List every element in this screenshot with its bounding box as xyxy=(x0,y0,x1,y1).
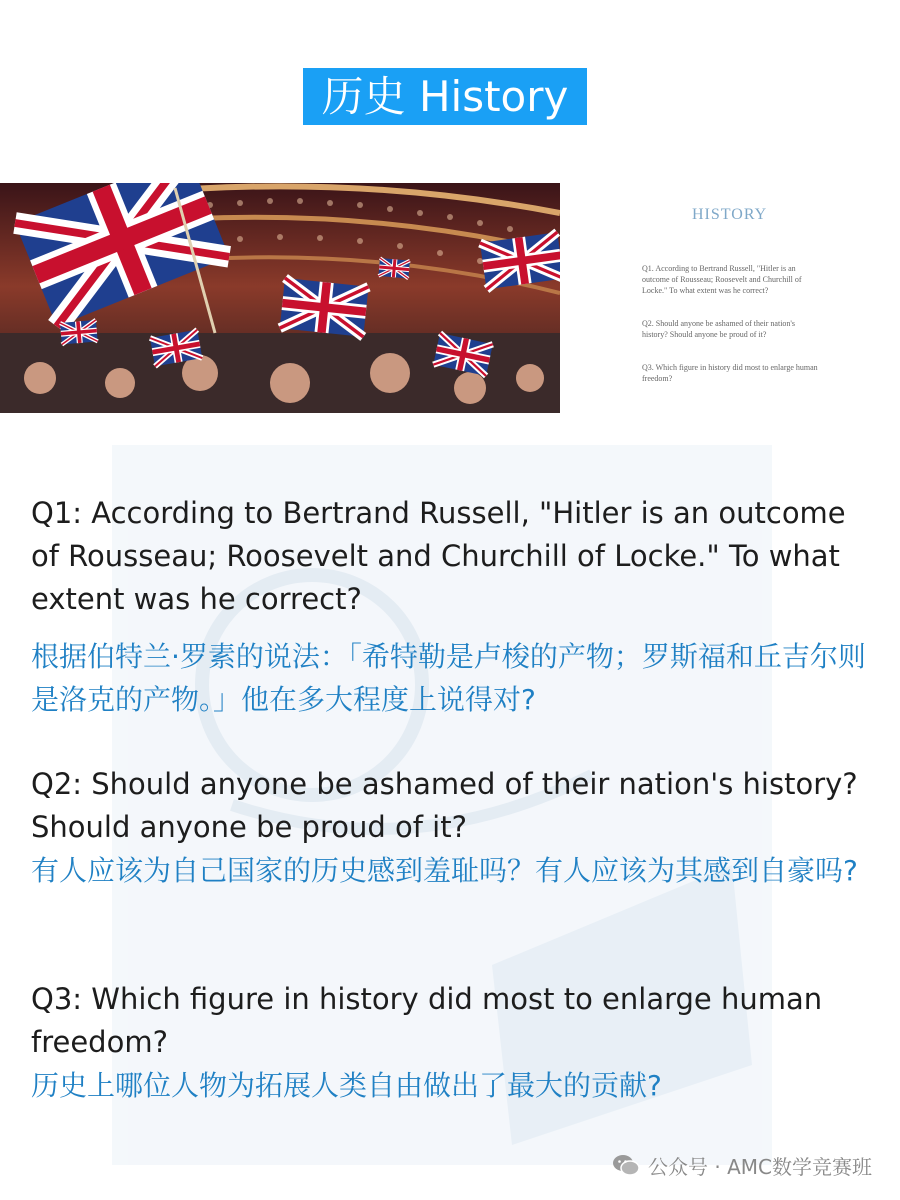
question-2-chinese: 有人应该为自己国家的历史感到羞耻吗？有人应该为其感到自豪吗? xyxy=(31,854,858,887)
page-title: 历史 History xyxy=(303,68,587,125)
question-1-english: Q1: According to Bertrand Russell, "Hitler is an outcome of Rousseau; Roosevelt and Churchill of Locke." To what extent was he correct? xyxy=(31,496,846,616)
card-question: Q1. According to Bertrand Russell, "Hitler is an outcome of Rousseau; Roosevelt and Churchill of Locke." To what extent was he correct? xyxy=(642,264,802,295)
question-3-chinese: 历史上哪位人物为拓展人类自由做出了最大的贡献? xyxy=(31,1069,662,1102)
question-3-english: Q3: Which figure in history did most to enlarge human freedom? xyxy=(31,982,823,1059)
card-question: Q3. Which figure in history did most to enlarge human freedom? xyxy=(642,363,818,383)
wechat-icon xyxy=(612,1153,640,1177)
footer-account xyxy=(612,1150,872,1180)
footer-text: 公众号 · AMC数学竞赛班 xyxy=(648,1154,872,1179)
card-question: Q2. Should anyone be ashamed of their nation's history? Should anyone be proud of it? xyxy=(642,319,795,339)
card-heading: HISTORY xyxy=(692,206,768,223)
question-1-chinese: 根据伯特兰·罗素的说法：「希特勒是卢梭的产物；罗斯福和丘吉尔则是洛克的产物。」他在多大程度上说得对? xyxy=(31,640,866,716)
history-card xyxy=(640,200,840,400)
union-jack-crowd-photo xyxy=(0,183,560,413)
question-2-english: Q2: Should anyone be ashamed of their nation's history? Should anyone be proud of it? xyxy=(31,767,858,844)
